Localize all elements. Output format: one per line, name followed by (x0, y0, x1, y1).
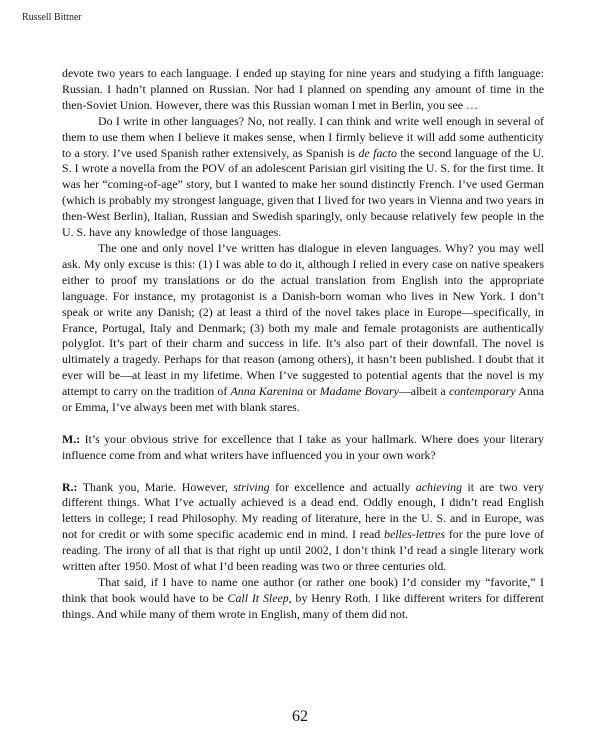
page-body (62, 66, 544, 623)
answer-italic-1: striving (233, 479, 270, 494)
running-header-author: Russell Bittner (22, 12, 82, 23)
paragraph-5-italic-1: Call It Sleep (227, 590, 289, 605)
paragraph-5 (62, 575, 544, 623)
paragraph-3-text-d: Anna or Emma, I’ve always been met with blank stares. (62, 384, 544, 415)
answer-text-c: it are two very different things. What I’ve actually achieved is a dead end. Oddly enough, I didn’t read English letters in college; I read Philosophy. My reading of literature, here in the U. S. and in Europe, was not for credit or with some specific academic end in mind. I read (62, 479, 544, 542)
interview-answer (62, 480, 544, 575)
paragraph-3-text-c: —albeit a (398, 384, 449, 399)
paragraph-5-text-b: , by Henry Roth. I like different writers for different things. And while many of them wrote in English, many of them did not. (62, 590, 544, 621)
speaker-label-r: R.: (62, 479, 78, 494)
paragraph-2 (62, 114, 544, 241)
paragraph-3-text-a: The one and only novel I’ve written has dialogue in eleven languages. Why? you may well ask. My only excuse is this: (1) I was able to do it, although I relied in every case on native speakers either to proof my translations or do the actual translation from English into the appropriate language. For instance, my protagonist is a Danish-born woman who lives in New York. I don’t speak or write any Danish; (2) at least a third of the novel takes place in Europe—specifically, in France, Portugal, Italy and Denmark; (3) both my male and female protagonists are authentically polyglot. It’s part of their charm and success in life. It’s also part of their downfall. The novel is ultimately a tragedy. Perhaps for that reason (among others), it hasn’t been published. I doubt that it ever will be—at least in my lifetime. When I’ve suggested to potential agents that the novel is my attempt to carry on the tradition of (62, 240, 544, 399)
answer-italic-3: belles-lettres (384, 527, 446, 542)
paragraph-1: devote two years to each language. I ended up staying for nine years and studying a fifth language: Russian. I hadn’t planned on Russian. Nor had I planned on spending any amount of time in the then-Soviet Union. However, there was this Russian woman I met in Berlin, you see … (62, 66, 544, 112)
answer-text-d: for the pure love of reading. The irony of all that is that right up until 2002, I don’t think I’d read a single literary work written after 1950. Most of what I’d been reading was two or three centuries old. (62, 527, 545, 574)
interview-question (62, 432, 544, 464)
speaker-label-m: M.: (62, 431, 81, 446)
paragraph-2-italic-1: de facto (358, 145, 397, 160)
page-number: 62 (292, 708, 308, 725)
answer-text-b: for excellence and actually (269, 479, 416, 494)
answer-text-a: Thank you, Marie. However, (77, 479, 234, 494)
paragraph-3-text-b: or (303, 384, 320, 399)
paragraph-5-text-a: That said, if I have to name one author (or rather one book) I’d consider my “favorite,” I think that book would have to be (62, 574, 544, 605)
paragraph-2-text-b: the second language of the U. S. I wrote a novella from the POV of an adolescent Parisian girl visiting the U. S. for the first time. It was her “coming-of-age” story, but I wanted to make her sound distinctly French. I’ve used German (which is probably my strongest language, given that I lived for two years in Vienna and two years in then-West Berlin), Italian, Russian and Swedish sparingly, only because relatively few people in the U. S. have any knowledge of those languages. (62, 145, 544, 240)
question-text: It’s your obvious strive for excellence that I take as your hallmark. Where does your literary influence come from and what writers have influenced you in your own work? (62, 431, 544, 462)
paragraph-2-text-a: Do I write in other languages? No, not really. I can think and write well enough in several of them to use them when I believe it makes sense, when I firmly believe it will add some authenticity to a story. I’ve used Spanish rather extensively, as Spanish is (62, 113, 544, 160)
paragraph-3-italic-1: Anna Karenina (230, 384, 304, 399)
paragraph-3 (62, 241, 544, 416)
paragraph-3-italic-2: Madame Bovary (319, 384, 399, 399)
paragraph-3-italic-3: contemporary (448, 384, 516, 399)
answer-italic-2: achieving (415, 479, 463, 494)
